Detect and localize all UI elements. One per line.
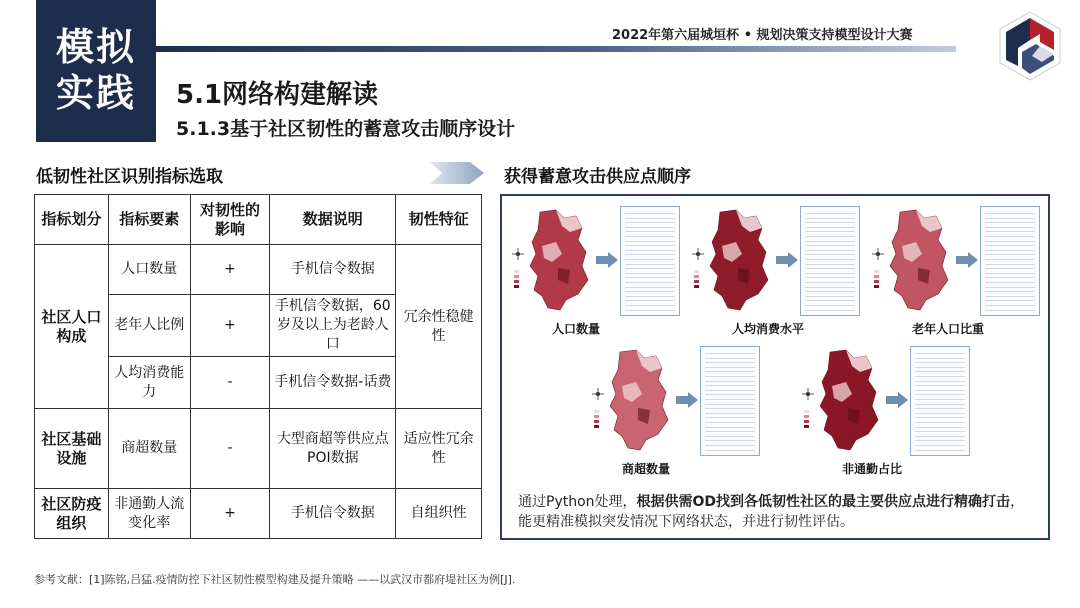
data-cell: 大型商超等供应点POI数据 — [270, 409, 396, 489]
arrow-right-icon — [676, 392, 698, 408]
description-normal-2: ，能更精准模拟突发情况下网络状态，并进行韧性评估。 — [518, 494, 1025, 530]
feature-cell: 冗余性稳健性 — [396, 245, 482, 409]
result-sheet — [910, 346, 970, 456]
map-label: 非通勤占比 — [842, 462, 903, 476]
map-result-item — [872, 206, 1048, 346]
results-panel — [500, 194, 1050, 540]
page-title: 5.1网络构建解读 — [176, 80, 379, 110]
description-bold: 根据供需OD找到各低韧性社区的最主要供应点进行精确打击 — [636, 494, 1011, 510]
element-cell: 人均消费能力 — [108, 357, 190, 409]
impact-cell: + — [190, 489, 270, 539]
col-header-element: 指标要素 — [108, 195, 190, 245]
impact-cell: - — [190, 357, 270, 409]
table-row — [35, 245, 482, 295]
feature-cell: 适应性冗余性 — [396, 409, 482, 489]
result-sheet — [800, 206, 860, 316]
table-header-row — [35, 195, 482, 245]
map-result-item — [512, 206, 688, 346]
chevron-right-icon — [430, 162, 484, 184]
badge-line-1: 模拟 — [55, 25, 136, 69]
choropleth-map-icon — [692, 206, 772, 316]
col-header-category: 指标划分 — [35, 195, 109, 245]
element-cell: 老年人比例 — [108, 295, 190, 357]
page-subtitle: 5.1.3基于社区韧性的蓄意攻击顺序设计 — [176, 118, 516, 140]
arrow-right-icon — [596, 252, 618, 268]
data-cell: 手机信令数据 — [270, 245, 396, 295]
col-header-impact: 对韧性的影响 — [190, 195, 270, 245]
indicator-table — [34, 194, 482, 539]
table-row — [35, 409, 482, 489]
section-badge — [36, 0, 156, 142]
right-section-title: 获得蓄意攻击供应点顺序 — [504, 167, 691, 187]
element-cell: 非通勤人流变化率 — [108, 489, 190, 539]
col-header-feature: 韧性特征 — [396, 195, 482, 245]
choropleth-map-icon — [512, 206, 592, 316]
panel-description — [518, 492, 1038, 532]
choropleth-map-icon — [592, 346, 672, 456]
badge-line-2: 实践 — [55, 71, 136, 115]
reference-note: 参考文献：[1]陈铭,吕猛.疫情防控下社区韧性模型构建及提升策略 ——以武汉市都府堤社区为例[J]. — [34, 573, 516, 586]
result-sheet — [700, 346, 760, 456]
map-label: 商超数量 — [622, 462, 671, 476]
map-label: 老年人口比重 — [912, 322, 985, 336]
data-cell: 手机信令数据，60岁及以上为老龄人口 — [270, 295, 396, 357]
data-cell: 手机信令数据-话费 — [270, 357, 396, 409]
category-cell: 社区防疫组织 — [35, 489, 109, 539]
data-cell: 手机信令数据 — [270, 489, 396, 539]
impact-cell: - — [190, 409, 270, 489]
choropleth-map-icon — [802, 346, 882, 456]
element-cell: 人口数量 — [108, 245, 190, 295]
category-cell: 社区人口构成 — [35, 245, 109, 409]
map-result-item — [692, 206, 868, 346]
result-sheet — [620, 206, 680, 316]
map-label: 人口数量 — [552, 322, 601, 336]
impact-cell: + — [190, 295, 270, 357]
col-header-data: 数据说明 — [270, 195, 396, 245]
map-result-item — [592, 346, 768, 486]
arrow-right-icon — [776, 252, 798, 268]
table-row — [35, 489, 482, 539]
result-sheet — [980, 206, 1040, 316]
choropleth-map-icon — [872, 206, 952, 316]
element-cell: 商超数量 — [108, 409, 190, 489]
competition-title: 2022年第六届城垣杯 • 规划决策支持模型设计大赛 — [612, 28, 913, 43]
arrow-right-icon — [956, 252, 978, 268]
category-cell: 社区基础设施 — [35, 409, 109, 489]
impact-cell: + — [190, 245, 270, 295]
map-label: 人均消费水平 — [732, 322, 805, 336]
left-section-title: 低韧性社区识别指标选取 — [36, 167, 223, 187]
description-normal-1: 通过Python处理， — [518, 494, 637, 510]
arrow-right-icon — [886, 392, 908, 408]
map-result-item — [802, 346, 978, 486]
feature-cell: 自组织性 — [396, 489, 482, 539]
logo-icon — [996, 10, 1064, 82]
header-divider — [156, 46, 956, 52]
